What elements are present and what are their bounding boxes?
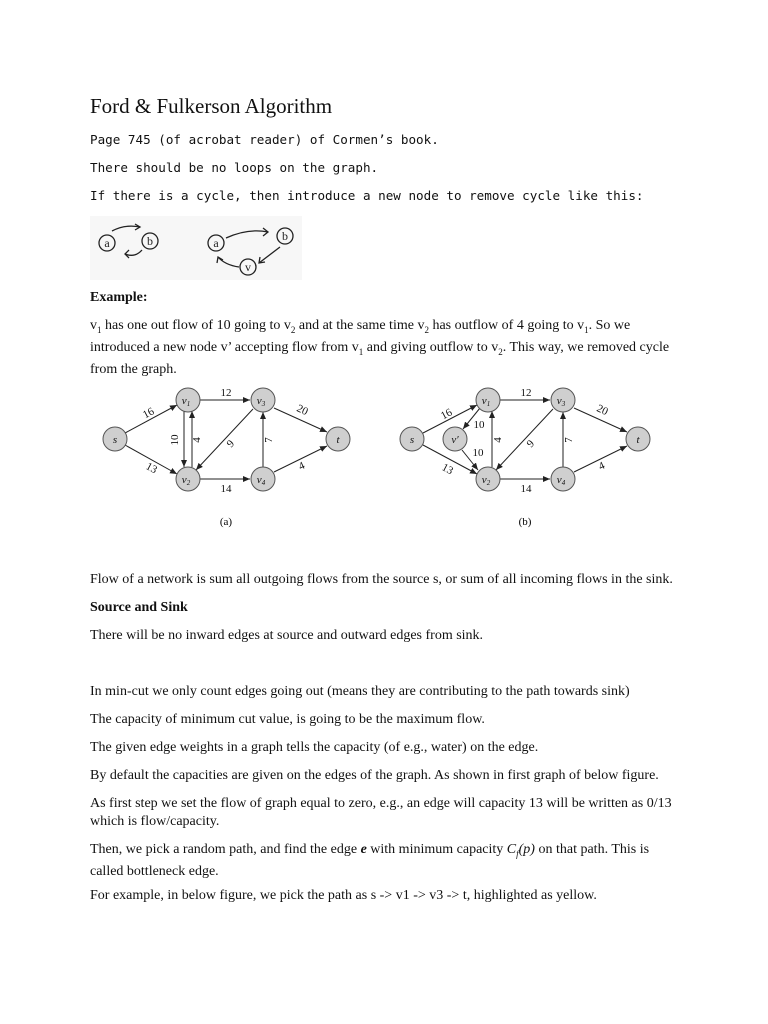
label-v1: v1	[181, 395, 191, 408]
label-s-b: s	[409, 434, 415, 446]
label-v3: v3	[256, 395, 266, 408]
capacity-min-cut-text: The capacity of minimum cut value, is going to be the maximum flow.	[90, 712, 485, 727]
example-line-2: introduced a new node v’ accepting flow from $v_1$ and giving outflow to $v_2$. This way, we removed cycle	[90, 339, 670, 357]
cap-s-v1: 16	[140, 405, 157, 422]
label-v3-b: v3	[556, 395, 566, 408]
flow-network-figures	[90, 378, 670, 538]
cap-v1-v2: 10	[169, 434, 181, 446]
example-heading: Example:	[90, 290, 148, 305]
mincut-text: In min-cut we only count edges going out (means they are contributing to the path towards sink)	[90, 684, 630, 699]
example-path-text: For example, in below figure, we pick the path as s -> v1 -> v3 -> t, highlighted as yellow.	[90, 888, 597, 903]
label-v2-b: v2	[481, 474, 491, 487]
label-v1-b: v1	[481, 395, 491, 408]
cap-v1-vprime: 10	[473, 419, 485, 431]
label-s: s	[112, 434, 118, 446]
cap-v4-v3-b: 7	[563, 437, 575, 443]
label-t: t	[336, 434, 340, 446]
edge-v3-v2-b	[496, 409, 553, 470]
label-v4: v4	[256, 474, 266, 487]
example-paragraph	[90, 317, 690, 379]
intro-line-cycle: If there is a cycle, then introduce a new node to remove cycle like this:	[90, 188, 644, 203]
caption-b: (b)	[518, 516, 532, 528]
label-v2: v2	[181, 474, 191, 487]
edge-v3-v2	[196, 409, 253, 470]
cap-s-v2: 13	[143, 460, 160, 477]
cap-v4-v3: 7	[263, 437, 275, 443]
cap-v2-v4: 14	[220, 483, 232, 495]
cap-vprime-v2: 10	[472, 447, 484, 459]
intro-line-cormen: Page 745 (of acrobat reader) of Cormen’s book.	[90, 132, 439, 147]
cycle-sketch-figure	[90, 216, 302, 280]
cap-v4-t: 4	[296, 459, 307, 473]
cap-v3-v2-b: 9	[524, 437, 538, 451]
cap-v3-v2: 9	[224, 437, 238, 451]
cap-v4-t-b: 4	[596, 459, 607, 473]
graph-a	[103, 387, 350, 528]
label-t-b: t	[636, 434, 640, 446]
default-capacities-text: By default the capacities are given on the edges of the graph. As shown in first graph of below figure.	[90, 768, 659, 783]
random-path-paragraph: Then, we pick a random path, and find the edge e with minimum capacity $C_f(p)$ on that path. This is called bottleneck edge.	[90, 842, 650, 879]
cap-v2-v1: 4	[191, 437, 203, 443]
sketch-label-b: b	[147, 234, 153, 248]
example-line-1: $v_1$ has one out flow of 10 going to $v_2$ and at the same time $v_2$ has outflow of 4 going to $v_1$. So we	[90, 318, 631, 335]
caption-a: (a)	[219, 516, 233, 528]
sketch-label-a-right: a	[213, 236, 219, 250]
cap-s-v1-b: 16	[438, 406, 455, 423]
cap-v3-t-b: 20	[594, 402, 610, 419]
cap-v2-v1-b: 4	[492, 437, 504, 443]
cap-v3-t: 20	[294, 402, 310, 419]
source-sink-heading: Source and Sink	[90, 600, 188, 615]
example-line-3: from the graph.	[90, 361, 177, 377]
label-vprime: v′	[451, 434, 459, 446]
flow-definition: Flow of a network is sum all outgoing flows from the source s, or sum of all incoming flows in the sink.	[90, 572, 673, 587]
first-step-paragraph: As first step we set the flow of graph equal to zero, e.g., an edge will capacity 13 will be written as 0/13 which is flow/capacity.	[90, 796, 672, 829]
cap-v1-v3-b: 12	[520, 387, 532, 399]
cap-v1-v3: 12	[220, 387, 232, 399]
intro-line-no-loops: There should be no loops on the graph.	[90, 160, 379, 175]
graph-b	[400, 387, 650, 528]
source-sink-text: There will be no inward edges at source and outward edges from sink.	[90, 628, 484, 643]
cap-v2-v4-b: 14	[520, 483, 532, 495]
edge-weights-text: The given edge weights in a graph tells the capacity (of e.g., water) on the edge.	[90, 740, 539, 755]
sketch-label-v: v	[245, 260, 251, 274]
label-v4-b: v4	[556, 474, 566, 487]
sketch-label-a: a	[104, 236, 110, 250]
sketch-label-b-right: b	[282, 229, 288, 243]
cap-s-v2-b: 13	[439, 461, 456, 478]
page-title: Ford & Fulkerson Algorithm	[90, 94, 333, 118]
